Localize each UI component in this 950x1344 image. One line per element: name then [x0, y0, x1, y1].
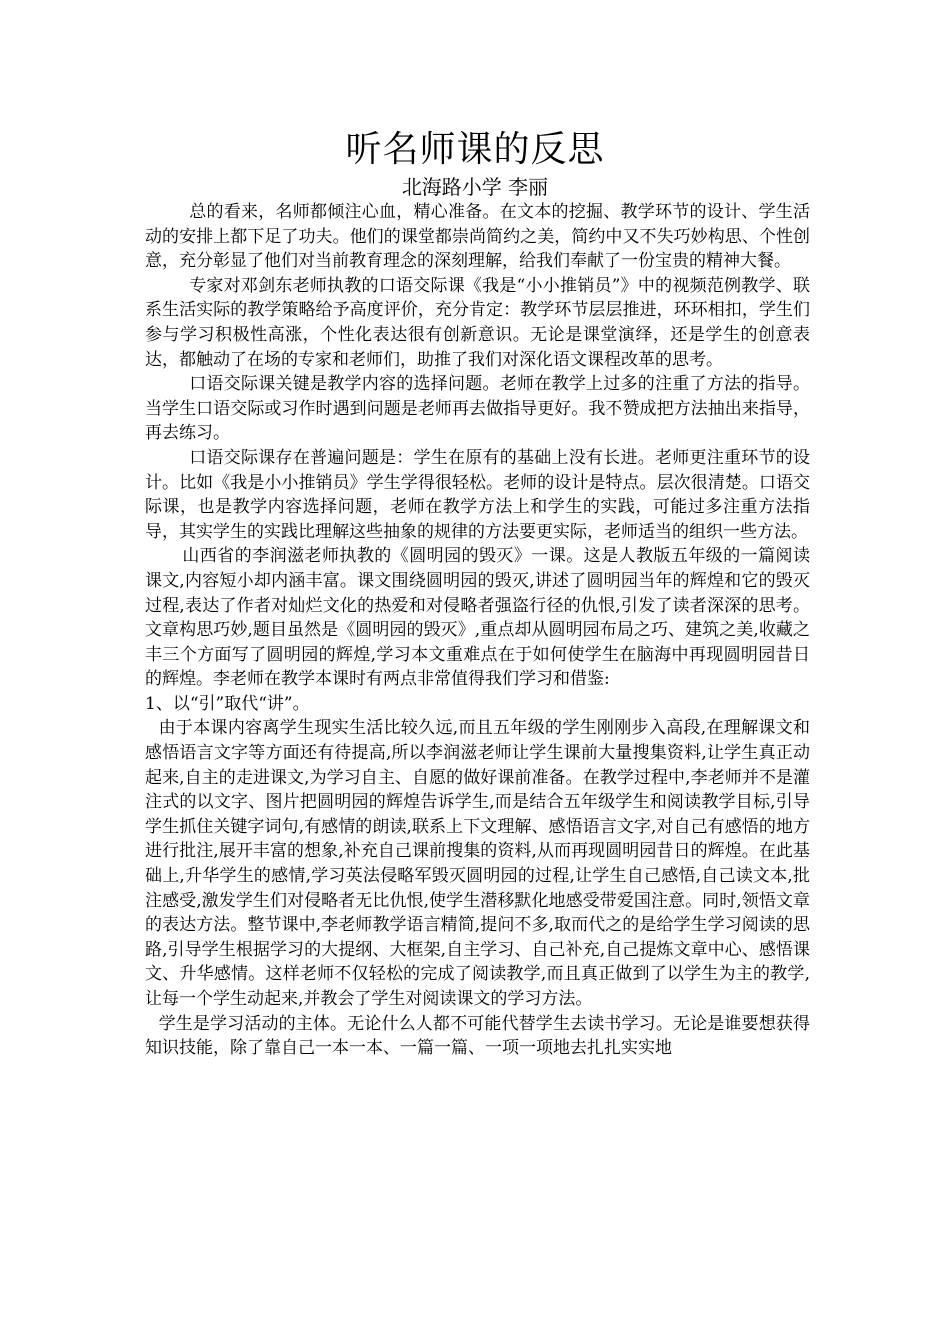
- paragraph: 口语交际课关键是教学内容的选择问题。老师在教学上过多的注重了方法的指导。当学生口语交际或习作时遇到问题是老师再去做指导更好。我不赞成把方法抽出来指导，再去练习。: [145, 374, 810, 444]
- paragraph: 由于本课内容离学生现实生活比较久远,而且五年级的学生刚刚步入高段,在理解课文和感悟语言文字等方面还有待提高,所以李润滋老师让学生课前大量搜集资料,让学生真正动起来,自主的走进课文,为学习自主、自愿的做好课前准备。在教学过程中,李老师并不是灌注式的以文字、图片把圆明园的辉煌告诉学生,而是结合五年级学生和阅读教学目标,引导学生抓住关键字词句,有感情的朗读,联系上下文理解、感悟语言文字,对自己有感悟的地方进行批注,展开丰富的想象,补充自己课前搜集的资料,从而再现圆明园昔日的辉煌。在此基础上,升华学生的感情,学习英法侵略军毁灭圆明园的过程,让学生自己感悟,自己读文本,批注感受,激发学生们对侵略者无比仇恨,使学生潜移默化地感受带爱国注意。同时,领悟文章的表达方法。整节课中,李老师教学语言精简,提问不多,取而代之的是给学生学习阅读的思路,引导学生根据学习的大提纲、大框架,自主学习、自己补充,自己提炼文章中心、感悟课文、升华感情。这样老师不仅轻松的完成了阅读教学,而且真正做到了以学生为主的教学,让每一个学生动起来,并教会了学生对阅读课文的学习方法。: [145, 718, 810, 1009]
- document-subtitle: 北海路小学 李丽: [401, 175, 549, 199]
- document-title: 听名师课的反思: [345, 129, 605, 170]
- paragraph: 山西省的李润滋老师执教的《圆明园的毁灭》一课。这是人教版五年级的一篇阅读课文,内容短小却内涵丰富。课文围绕圆明园的毁灭,讲述了圆明园当年的辉煌和它的毁灭过程,表达了作者对灿烂文化的热爱和对侵略者强盗行径的仇恨,引发了读者深深的思考。文章构思巧妙,题目虽然是《圆明园的毁灭》,重点却从圆明园布局之巧、建筑之美,收藏之丰三个方面写了圆明园的辉煌,学习本文重难点在于如何使学生在脑海中再现圆明园昔日的辉煌。李老师在教学本课时有两点非常值得我们学习和借鉴:: [145, 546, 810, 690]
- paragraph: 总的看来，名师都倾注心血，精心准备。在文本的挖掘、教学环节的设计、学生活动的安排上都下足了功夫。他们的课堂都崇尚简约之美，简约中又不失巧妙构思、个性创意，充分彰显了他们对当前教育理念的深刻理解，给我们奉献了一份宝贵的精神大餐。: [145, 202, 810, 272]
- paragraph: 学生是学习活动的主体。无论什么人都不可能代替学生去读书学习。无论是谁要想获得知识技能，除了靠自己一本一本、一篇一篇、一项一项地去扎扎实实地: [145, 1013, 810, 1059]
- paragraph: 专家对邓剑东老师执教的口语交际课《我是“小小推销员”》中的视频范例教学、联系生活实际的教学策略给予高度评价，充分肯定：教学环节层层推进，环环相扣，学生们参与学习积极性高涨，个性化表达很有创新意识。无论是课堂演绎，还是学生的创意表达，都触动了在场的专家和老师们，助推了我们对深化语文课程改革的思考。: [145, 275, 810, 370]
- section-heading: 1、以“引”取代“讲”。: [145, 693, 310, 714]
- paragraph: 口语交际课存在普遍问题是：学生在原有的基础上没有长进。老师更注重环节的设计。比如《我是小小推销员》学生学得很轻松。老师的设计是特点。层次很清楚。口语交际课，也是教学内容选择问题，老师在教学方法上和学生的实践，可能过多注重方法指导，其实学生的实践比理解这些抽象的规律的方法要更实际，老师适当的组织一些方法。: [145, 447, 810, 542]
- document-body: [145, 200, 810, 1061]
